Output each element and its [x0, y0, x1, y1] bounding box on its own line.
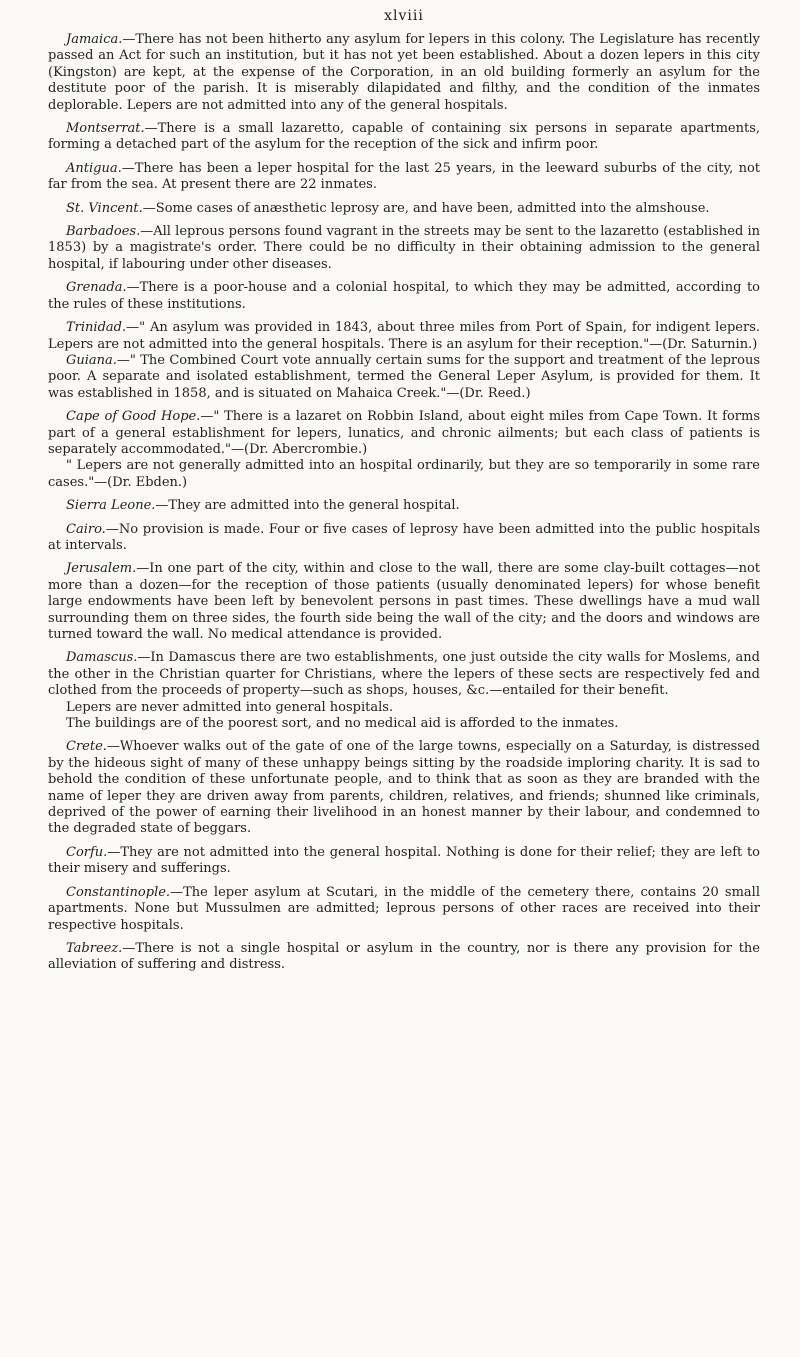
entry-paragraph: [48, 161, 760, 194]
entry-paragraph: [48, 458, 760, 491]
entry-place: Cape of Good Hope.: [66, 409, 201, 425]
entry-paragraph: [48, 522, 760, 555]
entry-text: —In Damascus there are two establishments, one just outside the city walls for Moslems, and the other in the Christian quarter for Christians, where the lepers of these sects are respectively fed and clothed from the proceeds of property—such as shops, houses, &c.—entailed for their benefit.: [48, 650, 760, 699]
entry-text: " Lepers are not generally admitted into an hospital ordinarily, but they are so temporarily in some rare cases."—(Dr. Ebden.): [48, 458, 760, 490]
entry-place: Cairo.: [66, 521, 106, 537]
entry-paragraph: [48, 280, 760, 313]
entry-place: Barbadoes.: [66, 224, 141, 240]
entry-text: —The leper asylum at Scutari, in the middle of the cemetery there, contains 20 small apartments. None but Mussulmen are admitted; leprous persons of other races are received into their respective hospitals.: [48, 884, 760, 933]
entry-text: —Some cases of anæsthetic leprosy are, and have been, admitted into the almshouse.: [142, 200, 710, 216]
entry-text: —" There is a lazaret on Robbin Island, about eight miles from Cape Town. It forms part of a general establishment for lepers, lunatics, and chronic ailments; but each class of patients is separately accommodated."—(Dr. Abercrombie.): [48, 409, 760, 457]
entry-text: The buildings are of the poorest sort, and no medical aid is afforded to the inmates.: [66, 716, 619, 732]
entry-text: —They are not admitted into the general hospital. Nothing is done for their relief; they are left to their misery and sufferings.: [48, 844, 760, 877]
entry-text: —There is a small lazaretto, capable of containing six persons in separate apartments, forming a detached part of the asylum for the reception of the sick and infirm poor.: [48, 121, 760, 153]
entry-paragraph: [48, 739, 760, 837]
entry-place: Guiana.: [66, 352, 117, 368]
entry-paragraph: [48, 700, 760, 716]
entry-place: Jerusalem.: [66, 561, 137, 577]
entry-paragraph: [48, 650, 760, 699]
entry-place: Tabreez.: [66, 940, 123, 956]
entry-text: —There has not been hitherto any asylum for lepers in this colony. The Legislature has recently passed an Act for such an institution, but it has not yet been established. About a dozen lepers in this city (Kingston) are kept, at the expense of the Corporation, in an old building formerly an asylum for the destitute poor of the parish. It is miserably dilapidated and filthy, and the condition of the inmates deplorable. Lepers are not admitted into any of the general hospitals.: [48, 32, 760, 113]
document-page: [48, 8, 760, 981]
entry-paragraph: [48, 498, 760, 514]
entry-place: Corfu.: [66, 844, 108, 860]
entry-paragraph: [48, 353, 760, 402]
entry-place: Crete.: [66, 739, 107, 755]
entry-text: Lepers are never admitted into general hospitals.: [66, 699, 394, 715]
entry-text: —There has been a leper hospital for the last 25 years, in the leeward suburbs of the city, not far from the sea. At present there are 22 inmates.: [48, 160, 760, 193]
entry-paragraph: [48, 716, 760, 732]
entry-text: —Whoever walks out of the gate of one of the large towns, especially on a Saturday, is distressed by the hideous sight of many of these unhappy beings sitting by the roadside imploring charity. It is sad to behold the condition of these unfortunate people, and to think that as soon as they are branded with the name of leper they are driven away from parents, children, relatives, and friends; shunned like criminals, deprived of the power of earning their livelihood in an honest manner by their labour, and condemned to the degraded state of beggars.: [48, 739, 760, 837]
entries-list: [48, 32, 760, 974]
entry-place: Damascus.: [66, 650, 138, 666]
entry-paragraph: [48, 941, 760, 974]
entry-paragraph: [48, 121, 760, 154]
entry-place: Grenada.: [66, 280, 127, 296]
entry-paragraph: [48, 224, 760, 273]
entry-paragraph: [48, 561, 760, 643]
entry-place: Trinidad.: [66, 320, 127, 336]
entry-text: —No provision is made. Four or five cases of leprosy have been admitted into the public hospitals at intervals.: [48, 521, 760, 553]
entry-text: —In one part of the city, within and close to the wall, there are some clay-built cottages—not more than a dozen—for the reception of those patients (usually denominated lepers) for whose benefit large endowments have been left by benevolent persons in past times. These dwellings have a mud wall surrounding them on three sides, the fourth side being the wall of the city; and the doors and windows are turned toward the wall. No medical attendance is provided.: [48, 561, 760, 642]
entry-paragraph: [48, 32, 760, 114]
entry-text: —" The Combined Court vote annually certain sums for the support and treatment of the leprous poor. A separate and isolated establishment, termed the General Leper Asylum, is provided for them. It was established in 1858, and is situated on Mahaica Creek."—(Dr. Reed.): [48, 352, 760, 401]
entry-paragraph: [48, 409, 760, 458]
entry-place: Antigua.: [66, 160, 122, 176]
entry-text: —" An asylum was provided in 1843, about three miles from Port of Spain, for indigent lepers. Lepers are not admitted into the general hospitals. There is an asylum for their reception."—(Dr. Saturnin.): [48, 320, 760, 352]
entry-place: Sierra Leone.: [66, 498, 156, 514]
entry-place: Constantinople.: [66, 884, 171, 900]
entry-text: —They are admitted into the general hospital.: [155, 498, 460, 514]
entry-place: St. Vincent.: [66, 200, 143, 216]
entry-text: —There is not a single hospital or asylum in the country, nor is there any provision for the alleviation of suffering and distress.: [48, 940, 760, 973]
entry-paragraph: [48, 320, 760, 353]
page-number: xlviii: [384, 8, 424, 24]
entry-paragraph: [48, 201, 760, 217]
entry-paragraph: [48, 845, 760, 878]
entry-place: Jamaica.: [66, 32, 123, 47]
entry-text: —All leprous persons found vagrant in the streets may be sent to the lazaretto (established in 1853) by a magistrate's order. There could be no difficulty in their obtaining admission to the general hospital, if labouring under other diseases.: [48, 224, 760, 272]
entry-text: —There is a poor-house and a colonial hospital, to which they may be admitted, according to the rules of these institutions.: [48, 280, 760, 312]
entry-place: Montserrat.: [66, 121, 145, 137]
entry-paragraph: [48, 885, 760, 934]
